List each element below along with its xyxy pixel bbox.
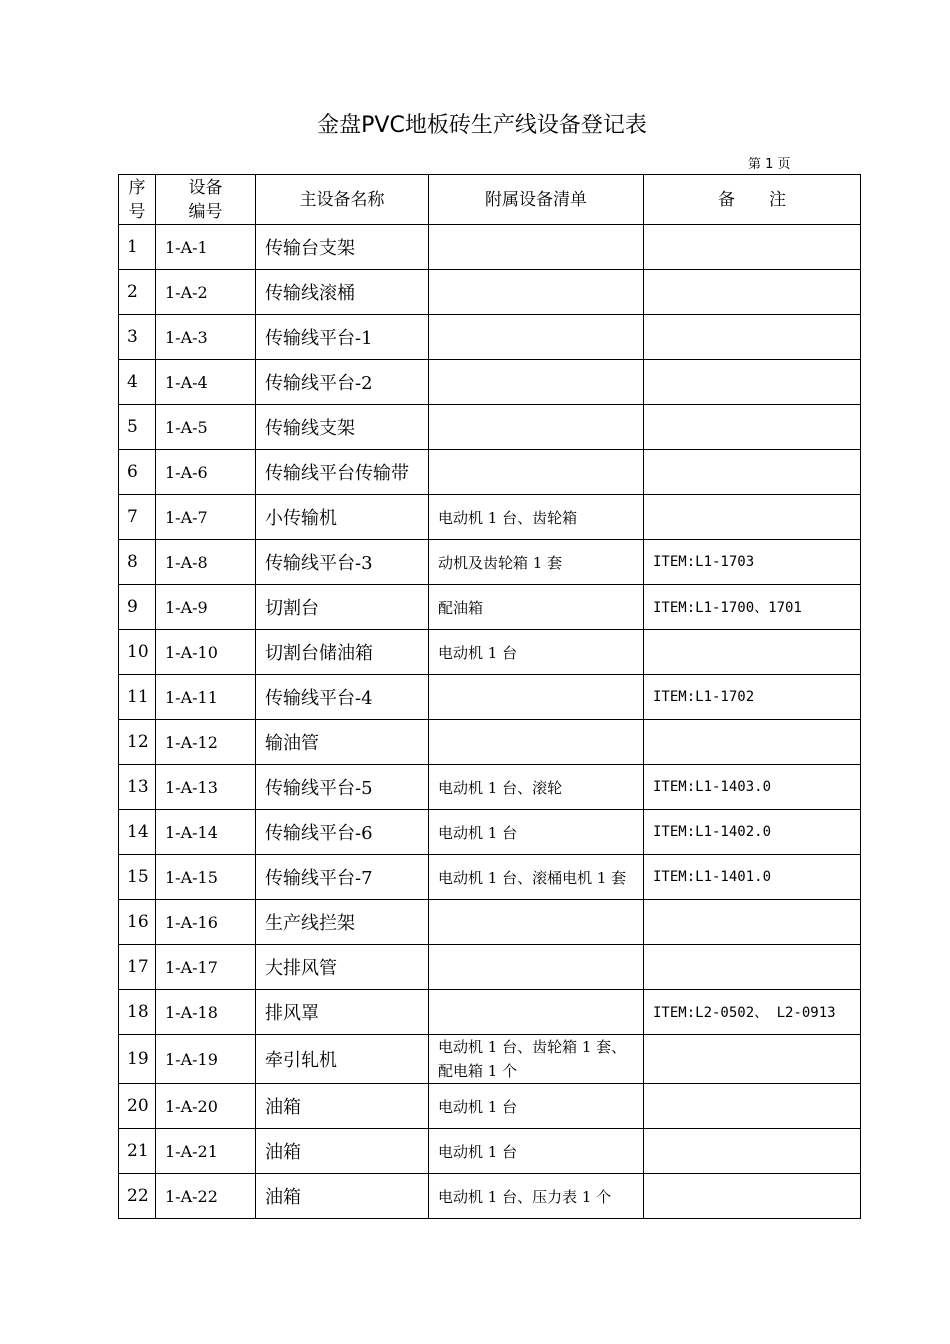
accessories-cell: 动机及齿轮箱 1 套	[429, 540, 644, 585]
serial-cell: 8	[119, 540, 156, 585]
remarks-cell	[644, 405, 861, 450]
accessories-cell	[429, 675, 644, 720]
remarks-cell	[644, 360, 861, 405]
equipment-code-cell: 1-A-13	[156, 765, 256, 810]
equipment-code-cell: 1-A-11	[156, 675, 256, 720]
equipment-code-cell: 1-A-6	[156, 450, 256, 495]
table-row	[119, 540, 861, 585]
main-equipment-cell: 传输线平台-6	[256, 810, 429, 855]
serial-cell: 14	[119, 810, 156, 855]
accessories-cell	[429, 225, 644, 270]
remarks-cell	[644, 900, 861, 945]
table-row	[119, 450, 861, 495]
serial-cell: 7	[119, 495, 156, 540]
equipment-code-cell: 1-A-17	[156, 945, 256, 990]
remarks-cell: ITEM:L1-1702	[644, 675, 861, 720]
equipment-code-cell: 1-A-16	[156, 900, 256, 945]
main-equipment-cell: 传输线平台-3	[256, 540, 429, 585]
main-equipment-cell: 小传输机	[256, 495, 429, 540]
accessories-cell	[429, 315, 644, 360]
main-equipment-cell: 输油管	[256, 720, 429, 765]
serial-cell: 1	[119, 225, 156, 270]
header-accessories: 附属设备清单	[429, 175, 644, 225]
equipment-code-cell: 1-A-12	[156, 720, 256, 765]
table-row	[119, 720, 861, 765]
equipment-code-cell: 1-A-19	[156, 1035, 256, 1084]
accessories-cell: 电动机 1 台	[429, 1129, 644, 1174]
serial-cell: 13	[119, 765, 156, 810]
accessories-cell	[429, 720, 644, 765]
equipment-register-table	[118, 174, 861, 1219]
accessories-cell	[429, 945, 644, 990]
remarks-cell	[644, 945, 861, 990]
remarks-cell	[644, 1174, 861, 1219]
table-row	[119, 585, 861, 630]
accessories-cell	[429, 270, 644, 315]
table-row	[119, 1129, 861, 1174]
table-row	[119, 855, 861, 900]
main-equipment-cell: 传输线滚桶	[256, 270, 429, 315]
serial-cell: 3	[119, 315, 156, 360]
accessories-cell	[429, 360, 644, 405]
accessories-cell: 配油箱	[429, 585, 644, 630]
equipment-code-cell: 1-A-18	[156, 990, 256, 1035]
accessories-cell	[429, 900, 644, 945]
table-row	[119, 990, 861, 1035]
remarks-cell: ITEM:L1-1401.0	[644, 855, 861, 900]
serial-cell: 21	[119, 1129, 156, 1174]
accessories-cell: 电动机 1 台	[429, 1084, 644, 1129]
main-equipment-cell: 牵引轧机	[256, 1035, 429, 1084]
main-equipment-cell: 切割台储油箱	[256, 630, 429, 675]
table-row	[119, 405, 861, 450]
equipment-code-cell: 1-A-14	[156, 810, 256, 855]
serial-cell: 4	[119, 360, 156, 405]
header-main-equipment: 主设备名称	[256, 175, 429, 225]
table-row	[119, 810, 861, 855]
equipment-code-cell: 1-A-21	[156, 1129, 256, 1174]
main-equipment-cell: 油箱	[256, 1174, 429, 1219]
accessories-cell: 电动机 1 台、滚桶电机 1 套	[429, 855, 644, 900]
accessories-cell: 电动机 1 台、滚轮	[429, 765, 644, 810]
remarks-cell	[644, 450, 861, 495]
equipment-code-cell: 1-A-15	[156, 855, 256, 900]
table-row	[119, 495, 861, 540]
table-row	[119, 630, 861, 675]
serial-cell: 18	[119, 990, 156, 1035]
table-row	[119, 1084, 861, 1129]
accessories-cell	[429, 405, 644, 450]
serial-cell: 12	[119, 720, 156, 765]
equipment-code-cell: 1-A-4	[156, 360, 256, 405]
table-row	[119, 270, 861, 315]
main-equipment-cell: 传输线平台-5	[256, 765, 429, 810]
table-row	[119, 900, 861, 945]
equipment-code-cell: 1-A-9	[156, 585, 256, 630]
table-row	[119, 675, 861, 720]
main-equipment-cell: 油箱	[256, 1129, 429, 1174]
document-title: 金盘PVC地板砖生产线设备登记表	[317, 113, 647, 138]
equipment-code-cell: 1-A-8	[156, 540, 256, 585]
table-row	[119, 315, 861, 360]
remarks-cell	[644, 315, 861, 360]
equipment-code-cell: 1-A-5	[156, 405, 256, 450]
main-equipment-cell: 传输台支架	[256, 225, 429, 270]
main-equipment-cell: 大排风管	[256, 945, 429, 990]
equipment-code-cell: 1-A-2	[156, 270, 256, 315]
accessories-cell: 电动机 1 台、齿轮箱	[429, 495, 644, 540]
main-equipment-cell: 油箱	[256, 1084, 429, 1129]
accessories-cell	[429, 450, 644, 495]
table-row	[119, 945, 861, 990]
equipment-code-cell: 1-A-1	[156, 225, 256, 270]
header-equipment-code: 设备编号	[156, 175, 256, 225]
header-remarks: 备 注	[644, 175, 861, 225]
equipment-code-cell: 1-A-20	[156, 1084, 256, 1129]
serial-cell: 10	[119, 630, 156, 675]
main-equipment-cell: 切割台	[256, 585, 429, 630]
remarks-cell: ITEM:L1-1703	[644, 540, 861, 585]
remarks-cell: ITEM:L1-1402.0	[644, 810, 861, 855]
table-row	[119, 225, 861, 270]
main-equipment-cell: 排风罩	[256, 990, 429, 1035]
equipment-code-cell: 1-A-10	[156, 630, 256, 675]
remarks-cell	[644, 720, 861, 765]
serial-cell: 20	[119, 1084, 156, 1129]
serial-cell: 11	[119, 675, 156, 720]
remarks-cell	[644, 495, 861, 540]
accessories-cell	[429, 990, 644, 1035]
table-row	[119, 1174, 861, 1219]
accessories-cell: 电动机 1 台、压力表 1 个	[429, 1174, 644, 1219]
remarks-cell: ITEM:L1-1403.0	[644, 765, 861, 810]
serial-cell: 15	[119, 855, 156, 900]
equipment-code-cell: 1-A-22	[156, 1174, 256, 1219]
header-serial: 序号	[119, 175, 156, 225]
main-equipment-cell: 传输线平台传输带	[256, 450, 429, 495]
table-header-row	[119, 175, 861, 225]
accessories-cell: 电动机 1 台	[429, 810, 644, 855]
main-equipment-cell: 传输线平台-1	[256, 315, 429, 360]
remarks-cell	[644, 1035, 861, 1084]
serial-cell: 2	[119, 270, 156, 315]
remarks-cell: ITEM:L1-1700、1701	[644, 585, 861, 630]
serial-cell: 9	[119, 585, 156, 630]
equipment-code-cell: 1-A-3	[156, 315, 256, 360]
serial-cell: 19	[119, 1035, 156, 1084]
main-equipment-cell: 传输线平台-7	[256, 855, 429, 900]
remarks-cell	[644, 225, 861, 270]
main-equipment-cell: 传输线支架	[256, 405, 429, 450]
remarks-cell: ITEM:L2-0502、 L2-0913	[644, 990, 861, 1035]
main-equipment-cell: 生产线拦架	[256, 900, 429, 945]
accessories-cell: 电动机 1 台	[429, 630, 644, 675]
table-row	[119, 765, 861, 810]
serial-cell: 17	[119, 945, 156, 990]
remarks-cell	[644, 630, 861, 675]
remarks-cell	[644, 1129, 861, 1174]
remarks-cell	[644, 270, 861, 315]
serial-cell: 5	[119, 405, 156, 450]
serial-cell: 16	[119, 900, 156, 945]
main-equipment-cell: 传输线平台-2	[256, 360, 429, 405]
serial-cell: 22	[119, 1174, 156, 1219]
table-row	[119, 360, 861, 405]
equipment-code-cell: 1-A-7	[156, 495, 256, 540]
accessories-cell: 电动机 1 台、齿轮箱 1 套、配电箱 1 个	[429, 1035, 644, 1084]
main-equipment-cell: 传输线平台-4	[256, 675, 429, 720]
serial-cell: 6	[119, 450, 156, 495]
table-row	[119, 1035, 861, 1084]
page-number: 第 1 页	[748, 157, 791, 172]
remarks-cell	[644, 1084, 861, 1129]
